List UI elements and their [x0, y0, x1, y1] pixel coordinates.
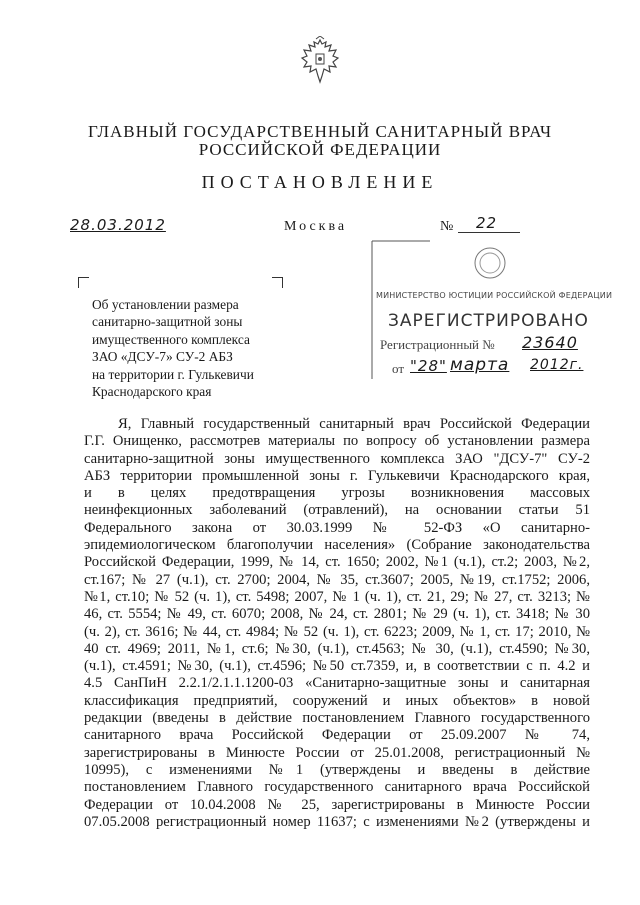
- number-underline: [458, 232, 520, 233]
- document-number: 22: [476, 214, 498, 232]
- registration-stamp: [370, 239, 613, 381]
- subject-line: имущественного комплекса: [92, 331, 250, 347]
- subject-line: ЗАО «ДСУ-7» СУ-2 АБЗ: [92, 349, 233, 365]
- body-line: 4.5 СанПиН 2.2.1/2.1.1.1200-03 «Санитарно-защитные зоны и санитарная: [84, 675, 590, 692]
- subject-line: Об установлении размера: [92, 297, 239, 312]
- subject-line: санитарно-защитной зоны: [92, 314, 243, 330]
- body-line: классификация предприятий, сооружений и иных объектов» в новой: [84, 692, 590, 709]
- body-line: санитарно-защитной зоны имущественного комплекса ЗАО "ДСУ-7" СУ-2: [84, 450, 590, 467]
- document-date: 28.03.2012: [70, 216, 166, 234]
- stamp-from-label: от: [392, 361, 405, 376]
- stamp-registered: ЗАРЕГИСТРИРОВАНО: [388, 311, 589, 331]
- issuer-title-line1: ГЛАВНЫЙ ГОСУДАРСТВЕННЫЙ САНИТАРНЫЙ ВРАЧ: [87, 122, 553, 141]
- body-line: зарегистрированы в Минюсте России от 25.01.2008, регистрационный №: [84, 744, 590, 761]
- body-line: постановлением Главного государственного санитарного врача Российской: [84, 779, 590, 796]
- body-line: санитарного врача Российской Федерации от 25.09.2007 № 74,: [84, 727, 590, 744]
- subject-bracket-right: [272, 277, 283, 288]
- body-line: (ч. 2), ст. 3616; № 44, ст. 4984; № 52 (ч. 1), ст. 6223; 2009, № 1, ст. 17; 2010, №: [84, 623, 590, 640]
- subject-line: Краснодарского края: [92, 384, 212, 400]
- body-line: 07.05.2008 регистрационный номер 11637; с изменениями №2 (утверждены и: [84, 813, 590, 830]
- coat-of-arms-emblem: [298, 36, 342, 88]
- body-line: №1, ст.10; № 52 (ч. 1), ст. 5498; 2007, № 1 (ч. 1), ст. 21, 29; № 27, ст. 3213; №: [84, 588, 590, 605]
- stamp-reg-label: Регистрационный №: [380, 337, 495, 352]
- document-type-title: ПОСТАНОВЛЕНИЕ: [201, 172, 439, 192]
- body-line: Федерации от 10.04.2008 № 25, зарегистрированы в Минюсте России: [84, 796, 590, 813]
- body-line: и в целях предотвращения угрозы возникновения массовых: [84, 485, 590, 502]
- number-label: №: [440, 219, 454, 234]
- body-line: (ч.1), ст.4591; №30, (ч.1), ст.4596; №50 ст.7359, и, в соответствии с п. 4.2 и: [84, 658, 590, 675]
- body-line: эпидемиологическом благополучии населения» (Собрание законодательства: [84, 537, 590, 554]
- body-line: редакции (введены в действие постановлением Главного государственного: [84, 710, 590, 727]
- body-line: Г.Г. Онищенко, рассмотрев материалы по вопросу об установлении размера: [84, 433, 590, 450]
- body-line: Российской Федерации, 1999, № 14, ст. 1650; 2002, №1 (ч.1), ст.2; 2003, №2,: [84, 554, 590, 571]
- stamp-reg-number: 23640: [522, 333, 578, 352]
- issuer-title-line2: РОССИЙСКОЙ ФЕДЕРАЦИИ: [198, 140, 442, 159]
- body-line: ст.167; № 27 (ч.1), ст. 2700; 2004, № 35, ст.3607; 2005, №19, ст.1752; 2006,: [84, 571, 590, 588]
- stamp-reg-month: марта: [450, 355, 510, 375]
- stamp-ministry: МИНИСТЕРСТВО ЮСТИЦИИ РОССИЙСКОЙ ФЕДЕРАЦИИ: [376, 291, 613, 300]
- body-line: 40 ст. 4969; 2011, №1, ст.6; №30, (ч.1), ст.4563; № 30, (ч.1), ст.4590; №30,: [84, 640, 590, 657]
- stamp-reg-day: "28": [410, 357, 447, 375]
- subject-block: [92, 296, 302, 400]
- body-text: [84, 416, 590, 831]
- stamp-reg-year: 2012г.: [530, 357, 584, 373]
- subject-bracket-left: [78, 277, 89, 288]
- body-line: Федерального закона от 30.03.1999 № 52-ФЗ «О санитарно-: [84, 519, 590, 536]
- body-line: 10995), с изменениями №1 (утверждены и введены в действие: [84, 761, 590, 778]
- body-line: 46, ст. 5554; № 49, ст. 6070; 2008, № 24, ст. 2801; № 29 (ч. 1), ст. 3418; № 30: [84, 606, 590, 623]
- subject-line: на территории г. Гулькевичи: [92, 366, 254, 382]
- body-line: Я, Главный государственный санитарный врач Российской Федерации: [118, 416, 590, 432]
- body-line: АБЗ территории промышленной зоны г. Гулькевичи Краснодарского края,: [84, 467, 590, 484]
- body-line: неинфекционных заболеваний (отравлений), на основании статьи 51: [84, 502, 590, 519]
- document-city: Москва: [284, 219, 348, 234]
